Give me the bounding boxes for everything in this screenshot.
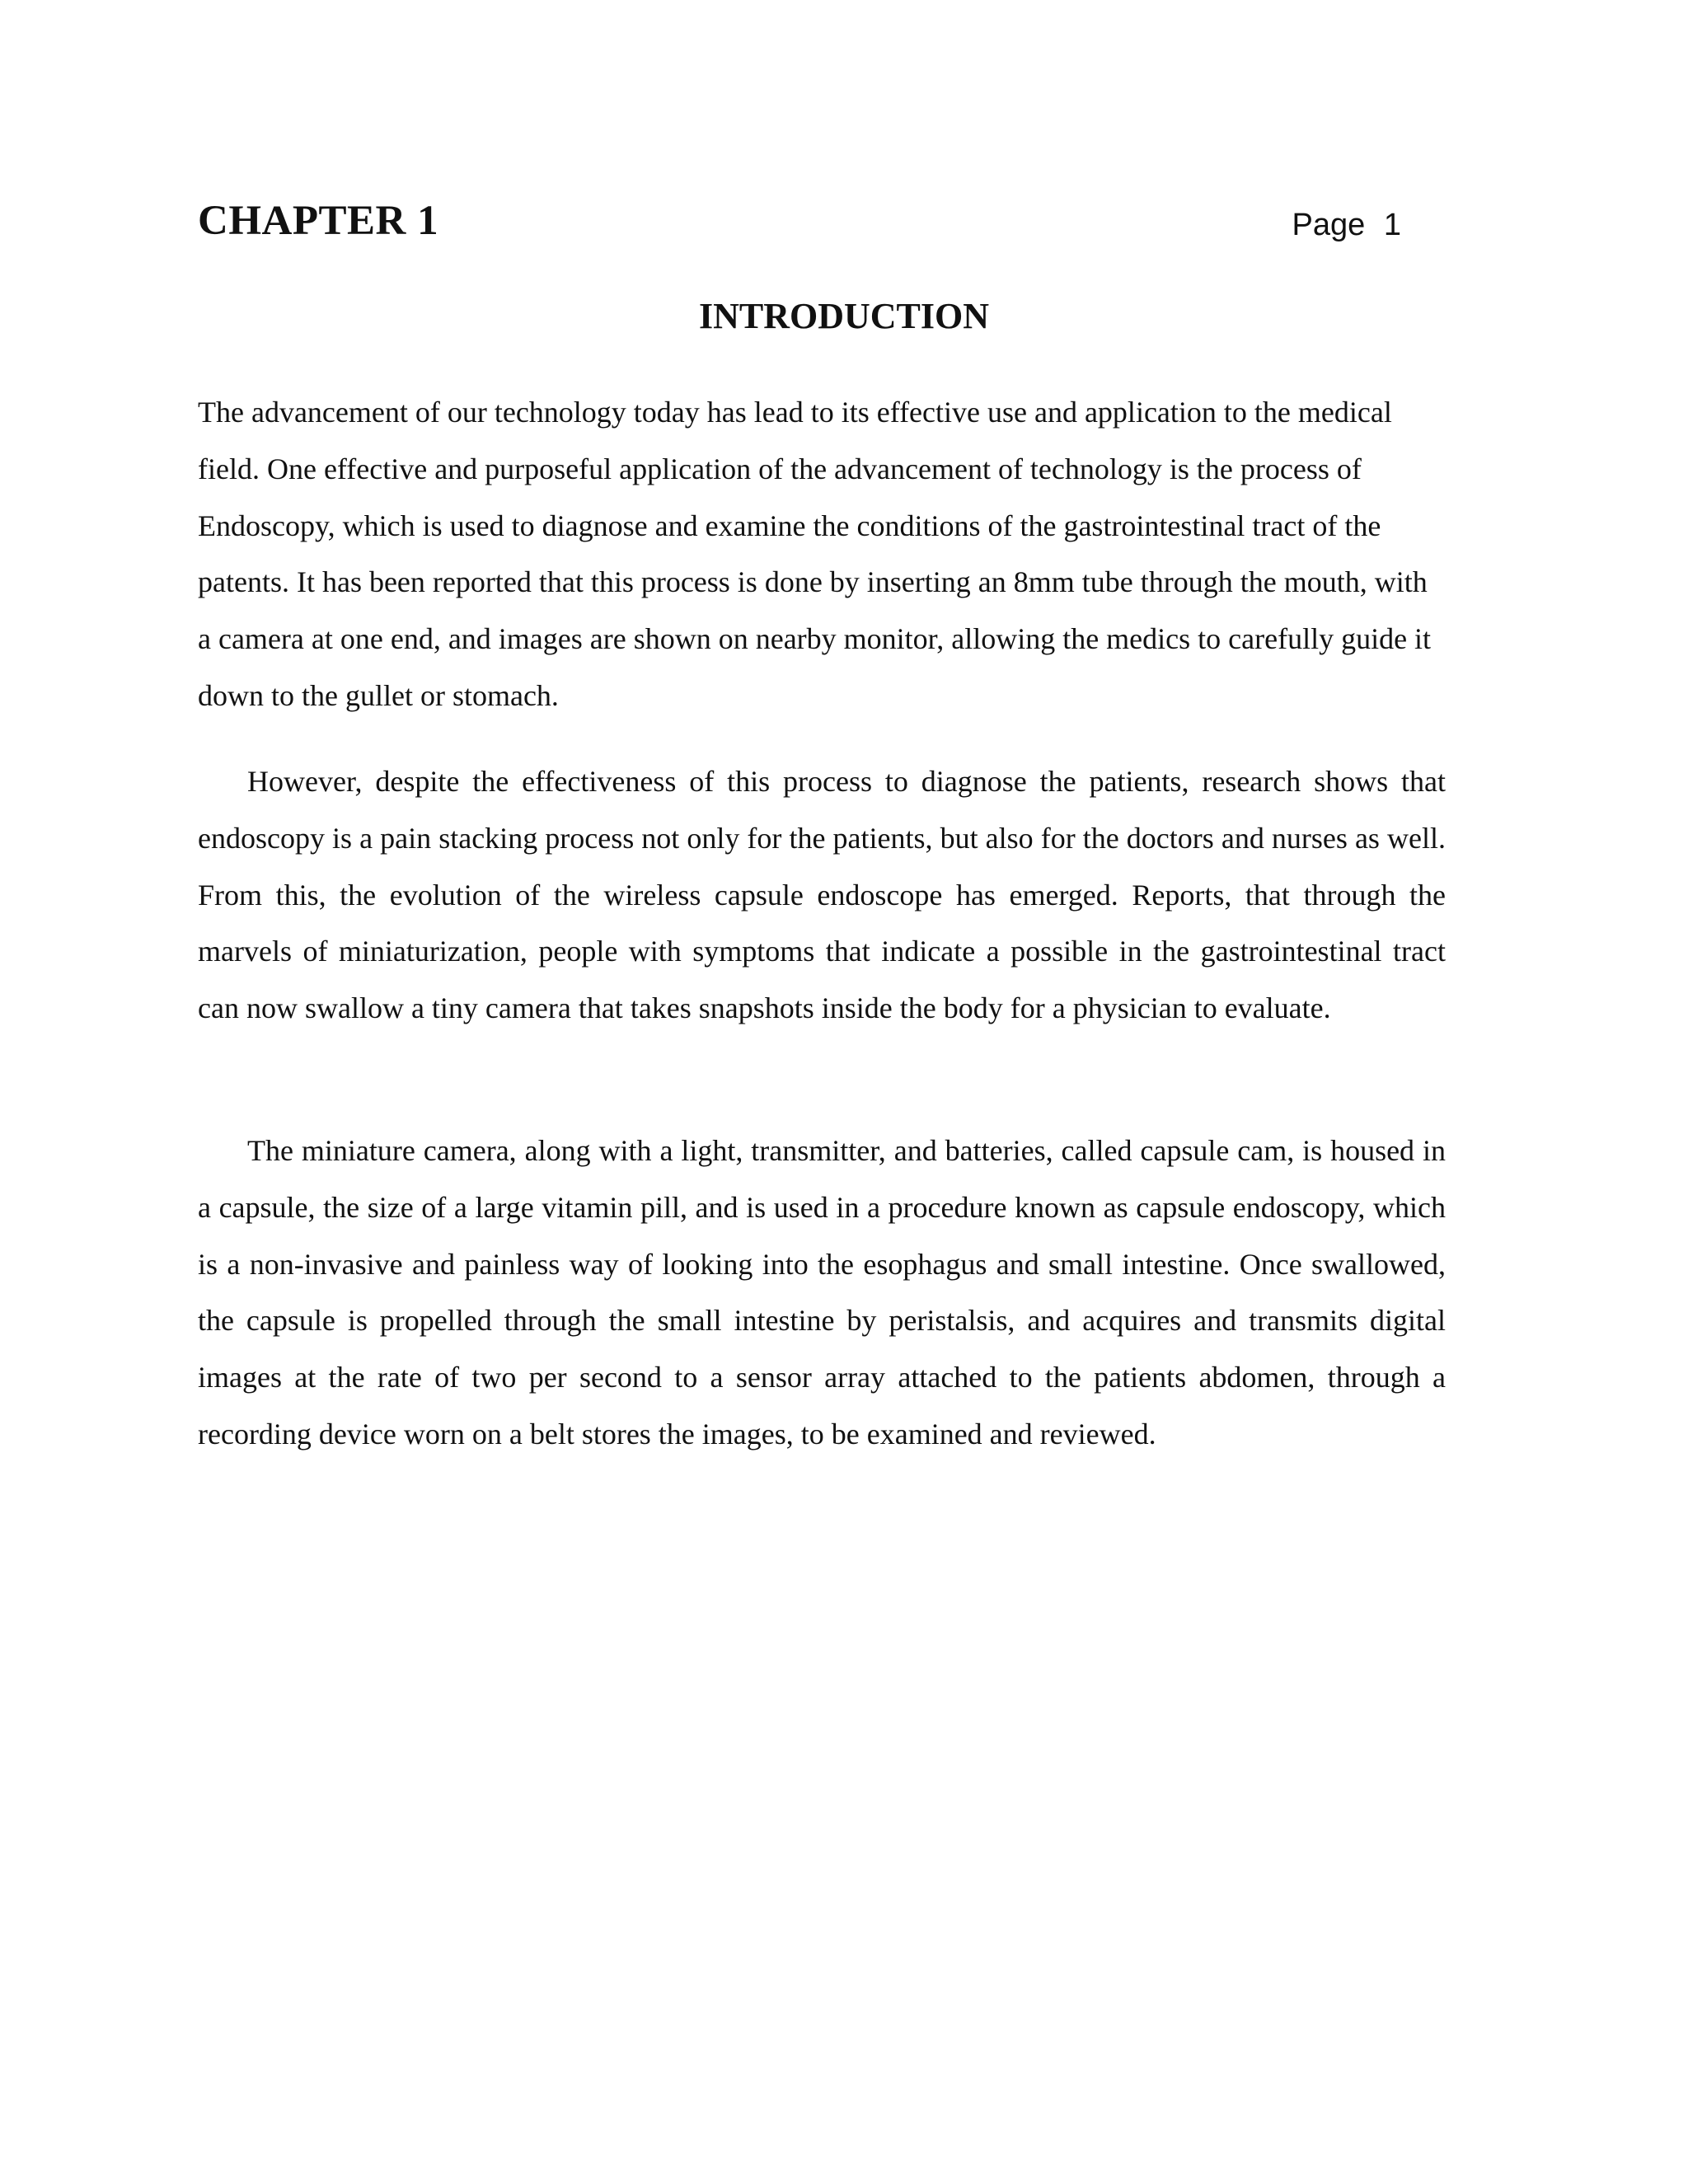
chapter-heading: CHAPTER 1 [198,198,439,244]
paragraph-intro: The advancement of our technology today has lead to its effective use and application to the medical field. One effective and purposeful application of the advancement of technology is the process of Endoscopy, which is used to diagnose and examine the conditions of the gastrointestinal tract of the patents. It has been reported that this process is done by inserting an 8mm tube through the mouth, with a camera at one end, and images are shown on nearby monitor, allowing the medics to carefully guide it down to the gullet or stomach. [198,396,1432,712]
page-number: Page 1 [1292,208,1401,242]
paragraph-endoscopy-drawbacks: However, despite the effectiveness of this process to diagnose the patients, research shows that endoscopy is a pain stacking process not only for the patients, but also for the doctors and nurses as well. From this, the evolution of the wireless capsule endoscope has emerged. Reports, that through the marvels of miniaturization, people with symptoms that indicate a possible in the gastrointestinal tract can now swallow a tiny camera that takes snapshots inside the body for a physician to evaluate. [198,765,1446,1025]
section-title: INTRODUCTION [698,296,990,336]
paragraph-capsule-cam: The miniature camera, along with a light, transmitter, and batteries, called capsule cam, is housed in a capsule, the size of a large vitamin pill, and is used in a procedure known as capsule endoscopy, which is a non-invasive and painless way of looking into the esophagus and small intestine. Once swallowed, the capsule is propelled through the small intestine by peristalsis, and acquires and transmits digital images at the rate of two per second to a sensor array attached to the patients abdomen, through a recording device worn on a belt stores the images, to be examined and reviewed. [198,1134,1446,1451]
